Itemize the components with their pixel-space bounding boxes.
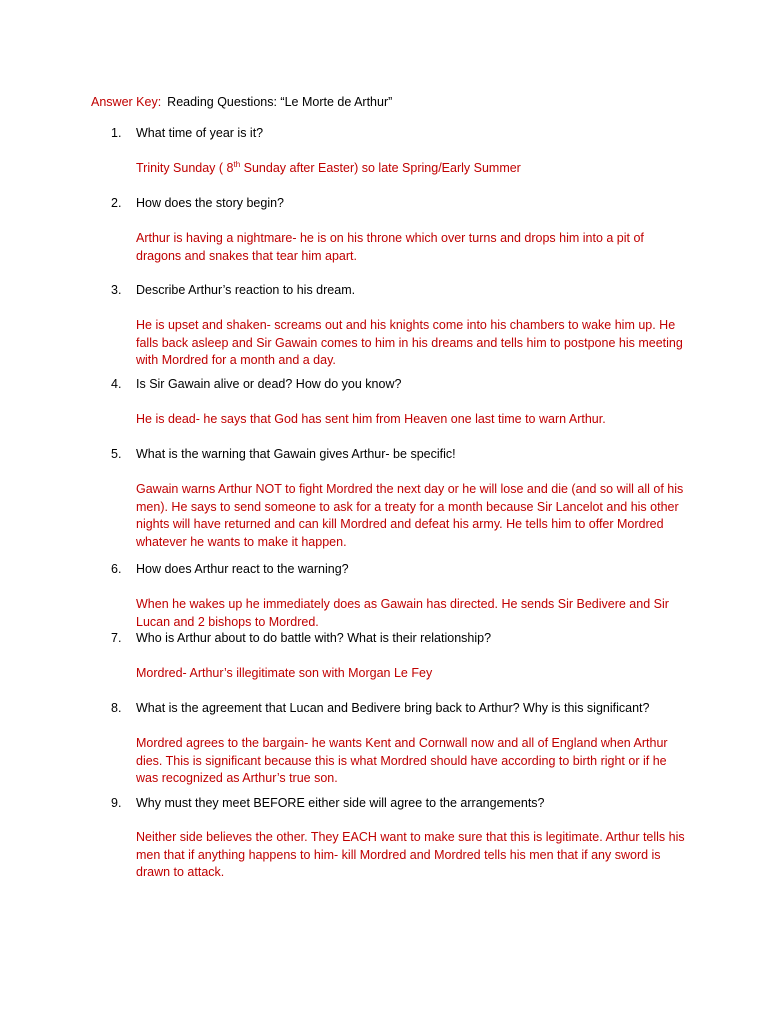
question-text: What is the agreement that Lucan and Bedivere bring back to Arthur? Why is this significant? xyxy=(136,701,650,715)
answer-text: Sunday after Easter) so late Spring/Early Summer xyxy=(240,161,521,175)
answer-7: Mordred- Arthur’s illegitimate son with Morgan Le Fey xyxy=(136,666,433,680)
document-title xyxy=(91,95,392,109)
answer-9: Neither side believes the other. They EACH want to make sure that this is legitimate. Arthur tells his men that if anything happens to him- kill Mordred and Mordred tells his men that if any sword is drawn to attack. xyxy=(136,830,685,879)
answer-2: Arthur is having a nightmare- he is on his throne which over turns and drops him into a pit of dragons and snakes that tear him apart. xyxy=(136,231,644,263)
question-text: How does the story begin? xyxy=(136,196,285,210)
question-text: Who is Arthur about to do battle with? What is their relationship? xyxy=(136,631,492,645)
answer-4: He is dead- he says that God has sent him from Heaven one last time to warn Arthur. xyxy=(136,412,606,426)
answer-8: Mordred agrees to the bargain- he wants Kent and Cornwall now and all of England when Arthur dies. This is significant because this is what Mordred should have according to birth right or if he was recognized as Arthur’s true son. xyxy=(136,736,668,785)
question-4 xyxy=(111,377,401,391)
question-number: 8. xyxy=(111,701,122,715)
answer-6: When he wakes up he immediately does as Gawain has directed. He sends Sir Bedivere and Sir Lucan and 2 bishops to Mordred. xyxy=(136,597,669,629)
question-number: 7. xyxy=(111,631,122,645)
question-3 xyxy=(111,283,355,297)
question-number: 6. xyxy=(111,562,122,576)
answer-5: Gawain warns Arthur NOT to fight Mordred the next day or he will lose and die (and so will all of his men). He says to send someone to ask for a treaty for a month because Sir Lancelot and his other nights will have returned and can kill Mordred and defeat his army. He tells him to offer Mordred whatever he wants to make it happen. xyxy=(136,482,684,549)
title-text: Reading Questions: “Le Morte de Arthur” xyxy=(167,95,393,109)
answer-key-label: Answer Key: xyxy=(91,95,162,109)
answer-text: Trinity Sunday ( 8 xyxy=(136,161,234,175)
answer-superscript: th xyxy=(233,159,241,169)
question-number: 9. xyxy=(111,796,122,810)
question-7 xyxy=(111,631,491,645)
question-9 xyxy=(111,796,545,810)
question-5 xyxy=(111,447,456,461)
question-text: How does Arthur react to the warning? xyxy=(136,562,349,576)
question-number: 3. xyxy=(111,283,122,297)
question-text: Why must they meet BEFORE either side will agree to the arrangements? xyxy=(136,796,545,810)
question-number: 2. xyxy=(111,196,122,210)
question-text: Is Sir Gawain alive or dead? How do you know? xyxy=(136,377,402,391)
question-6 xyxy=(111,562,349,576)
question-text: What is the warning that Gawain gives Arthur- be specific! xyxy=(136,447,456,461)
question-1 xyxy=(111,126,263,140)
question-8 xyxy=(111,701,649,715)
question-2 xyxy=(111,196,284,210)
question-number: 5. xyxy=(111,447,122,461)
answer-1 xyxy=(136,160,686,178)
question-number: 4. xyxy=(111,377,122,391)
answer-3: He is upset and shaken- screams out and his knights come into his chambers to wake him up. He falls back asleep and Sir Gawain comes to him in his dreams and tells him to postpone his meeting with Mordred for a month and a day. xyxy=(136,318,683,367)
question-text: Describe Arthur’s reaction to his dream. xyxy=(136,283,356,297)
question-number: 1. xyxy=(111,126,122,140)
question-text: What time of year is it? xyxy=(136,126,264,140)
